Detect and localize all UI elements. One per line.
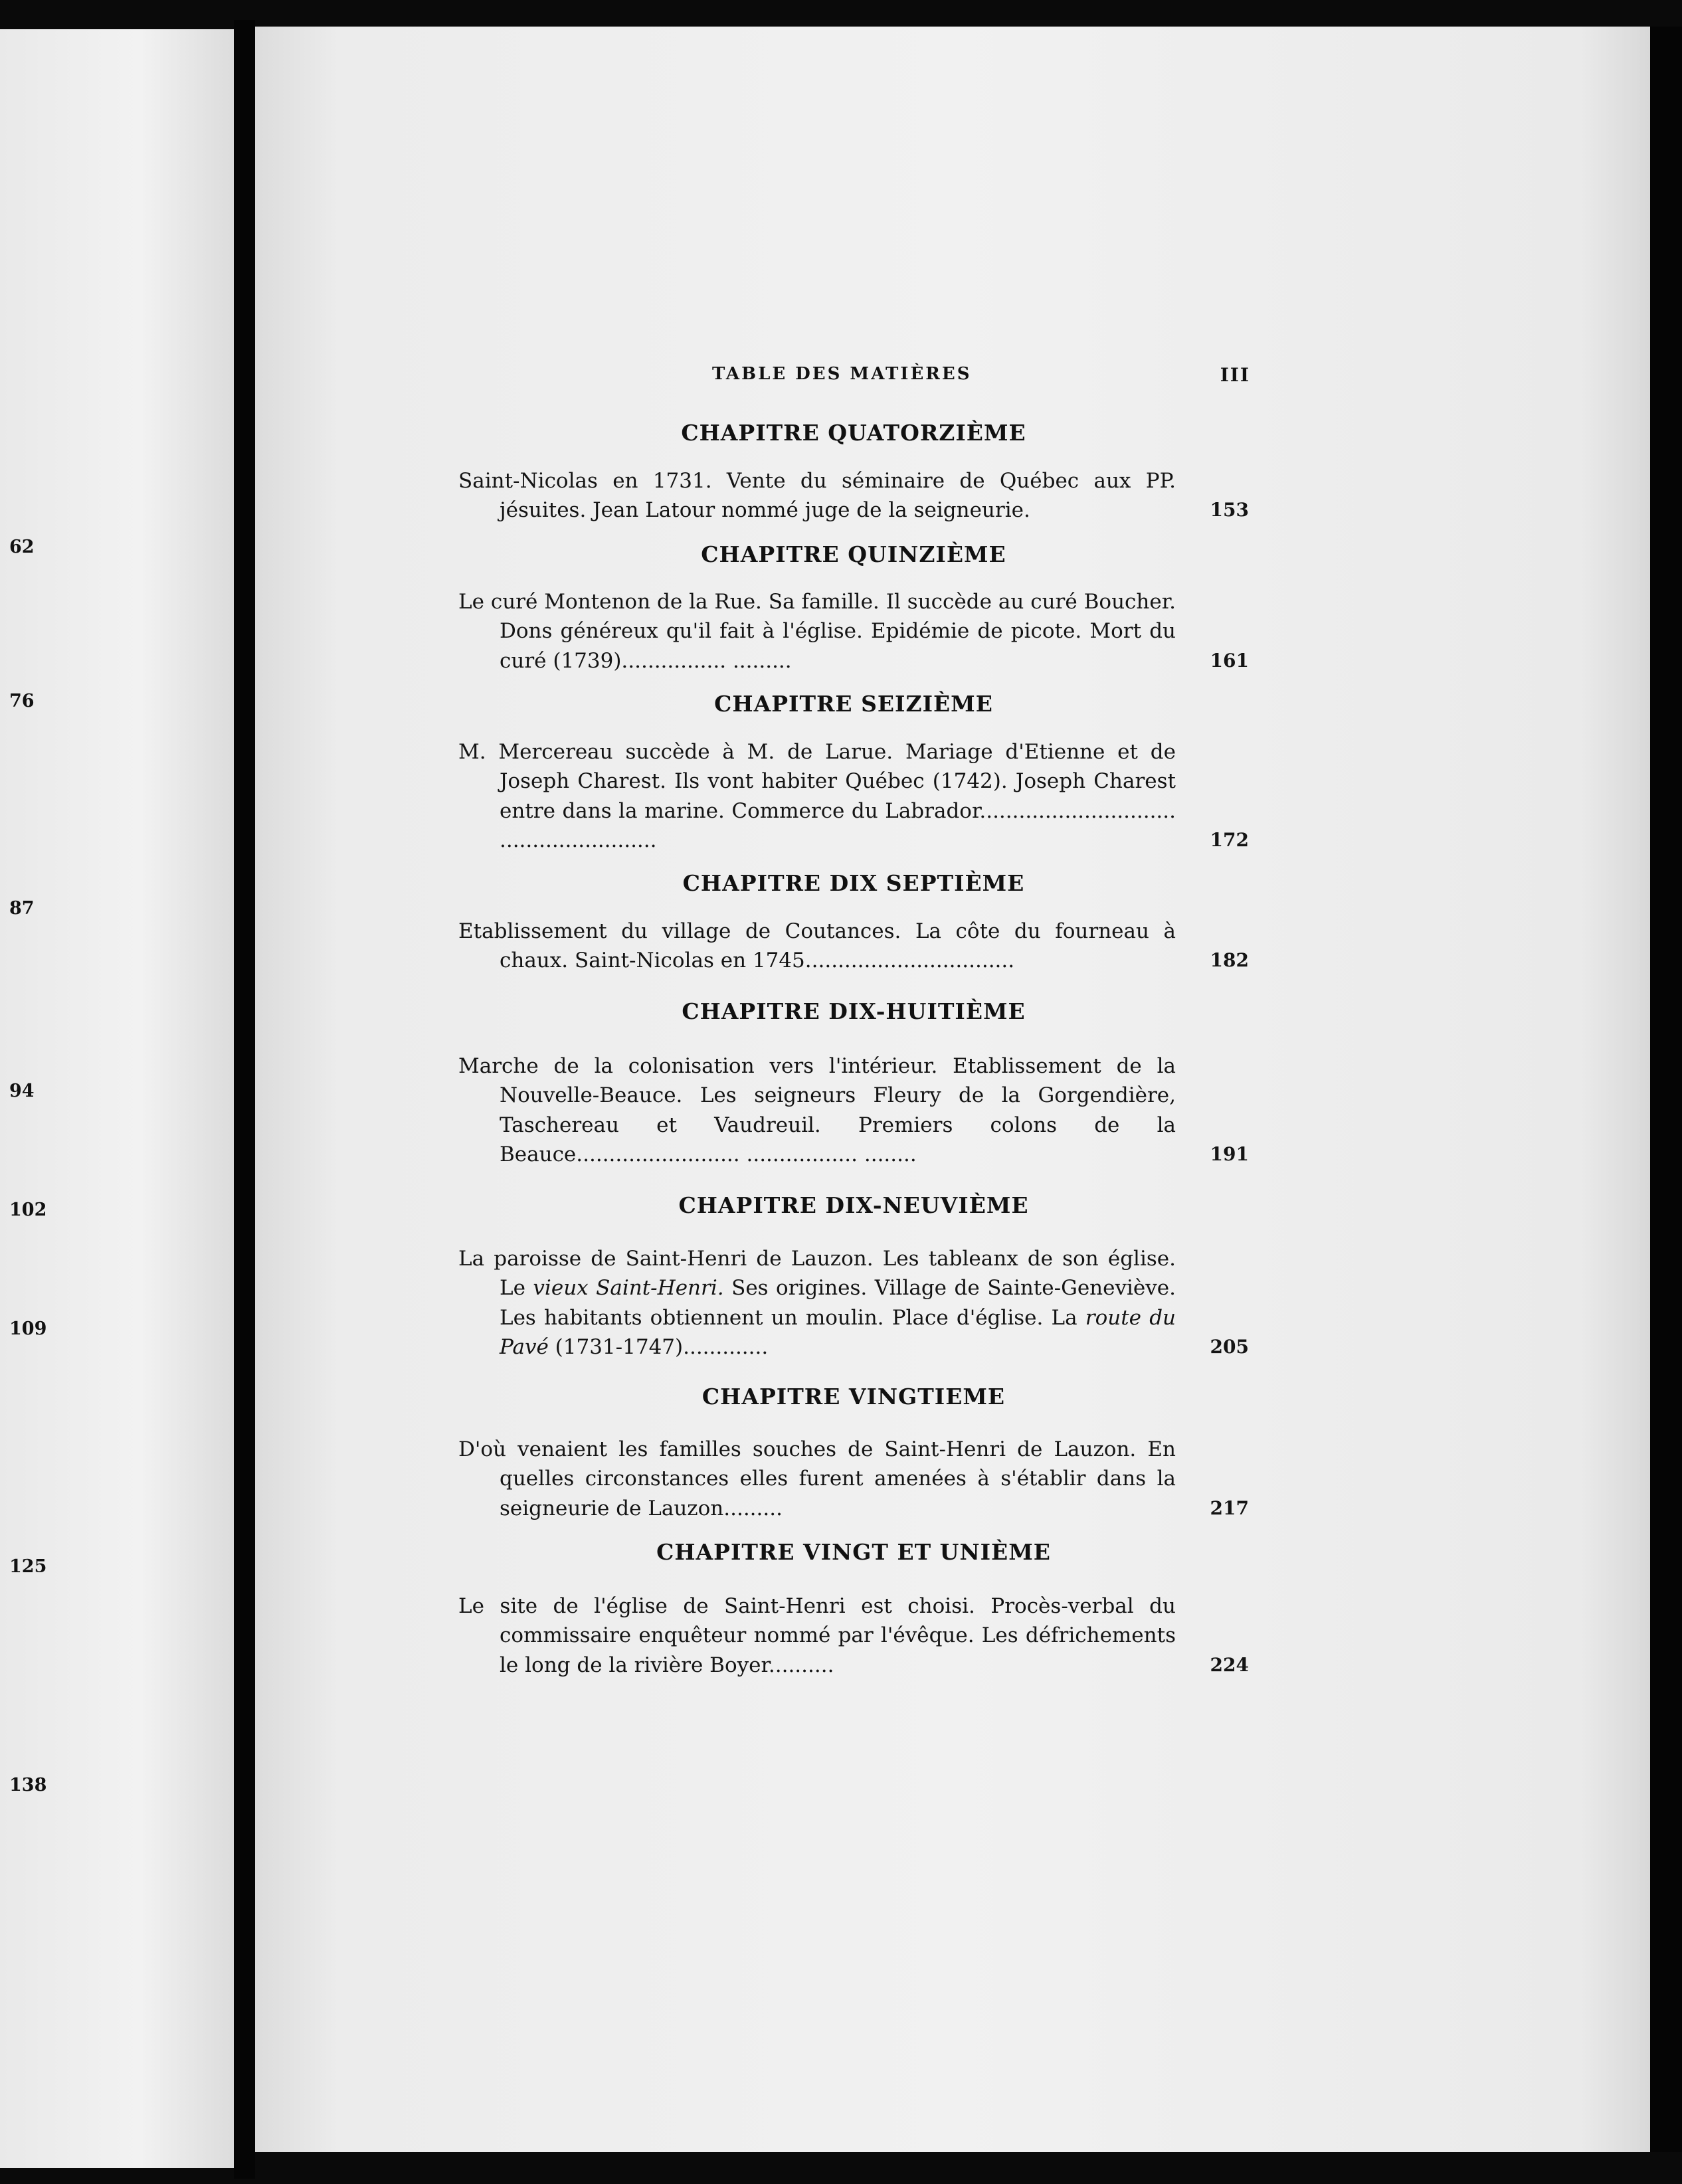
- entry-summary: Marche de la colonisation vers l'intérieur. Etablissement de la Nouvelle-Beauce. Les seigneurs Fleury de la Gorgendière, Taschereau et Vaudreuil. Premiers colons de la Beauce......................... ................. ........: [458, 1054, 1176, 1166]
- page-edge: [1650, 27, 1682, 2152]
- entry-page-number: 217: [1210, 1497, 1249, 1519]
- entry-summary: Etablissement du village de Coutances. La côte du fourneau à chaux. Saint-Nicolas en 1745................................: [458, 919, 1176, 973]
- chapter-heading: CHAPITRE QUINZIÈME: [701, 541, 1006, 567]
- chapter-heading: CHAPITRE DIX SEPTIÈME: [682, 870, 1025, 896]
- entry-page-number: 182: [1210, 949, 1249, 972]
- entry-page-number: 153: [1210, 499, 1249, 521]
- entry-page-number: 191: [1210, 1142, 1249, 1165]
- entry-summary: Le curé Montenon de la Rue. Sa famille. Il succède au curé Boucher. Dons généreux qu'il fait à l'église. Epidémie de picote. Mort du curé (1739)................ .........: [458, 590, 1176, 673]
- entry-page-number: 161: [1210, 649, 1249, 672]
- facing-page-number: 62: [9, 537, 35, 557]
- entry-text: La paroisse de Saint-Henri de Lauzon. Les tableanx de son église. Le: [458, 1247, 1176, 1301]
- entry-text: Ses origines. Village de Sainte-Geneviève. Les habitants obtiennent un moulin. Place d'église. La: [500, 1276, 1176, 1330]
- toc-entry: [458, 1592, 1249, 1680]
- facing-page-number: 102: [9, 1200, 47, 1220]
- entry-text: (1731-1747).............: [548, 1334, 769, 1359]
- entry-summary: [458, 1244, 1176, 1362]
- entry-page-number: 172: [1210, 828, 1249, 851]
- chapter-heading: CHAPITRE QUATORZIÈME: [681, 420, 1026, 446]
- toc-entry: [458, 1435, 1249, 1523]
- entry-summary: M. Mercereau succède à M. de Larue. Mariage d'Etienne et de Joseph Charest. Ils vont habiter Québec (1742). Joseph Charest entre dans la marine. Commerce du Labrador.............................. ........................: [458, 740, 1176, 852]
- entry-italic-text: route du Pavé: [500, 1305, 1176, 1359]
- entry-summary: Saint-Nicolas en 1731. Vente du séminaire de Québec aux PP. jésuites. Jean Latour nommé juge de la seigneurie.: [458, 469, 1176, 523]
- entry-summary: D'où venaient les familles souches de Saint-Henri de Lauzon. En quelles circonstances elles furent amenées à s'établir dans la seigneurie de Lauzon.........: [458, 1437, 1176, 1520]
- chapter-heading: CHAPITRE VINGT ET UNIÈME: [656, 1539, 1051, 1565]
- chapter-heading: CHAPITRE VINGTIEME: [701, 1384, 1006, 1410]
- toc-entry: [458, 1051, 1249, 1169]
- chapter-heading: CHAPITRE SEIZIÈME: [714, 691, 993, 717]
- entry-summary: Le site de l'église de Saint-Henri est choisi. Procès-verbal du commissaire enquêteur nommé par l'évêque. Les défrichements le long de la rivière Boyer..........: [458, 1594, 1176, 1677]
- toc-entry: [458, 466, 1249, 525]
- facing-page-number: 87: [9, 898, 35, 919]
- entry-page-number: 224: [1210, 1653, 1249, 1676]
- facing-page-number: 76: [9, 691, 35, 711]
- running-header: [712, 364, 1250, 391]
- facing-page-number: 109: [9, 1319, 47, 1339]
- toc-entry: [458, 917, 1249, 976]
- page-gutter: [234, 20, 255, 2179]
- toc-entry: [458, 587, 1249, 676]
- entry-page-number: 205: [1210, 1335, 1249, 1358]
- running-title: TABLE DES MATIÈRES: [712, 364, 972, 384]
- facing-page-number: 94: [9, 1081, 35, 1101]
- chapter-heading: CHAPITRE DIX-NEUVIÈME: [678, 1192, 1029, 1218]
- toc-entry: [458, 737, 1249, 855]
- facing-page-number: 138: [9, 1775, 47, 1795]
- facing-page: [0, 29, 234, 2168]
- toc-entry: [458, 1244, 1249, 1362]
- facing-page-number: 125: [9, 1556, 47, 1577]
- page-number: III: [1220, 364, 1250, 386]
- chapter-heading: CHAPITRE DIX-HUITIÈME: [682, 998, 1026, 1024]
- entry-italic-text: vieux Saint-Henri.: [533, 1276, 724, 1301]
